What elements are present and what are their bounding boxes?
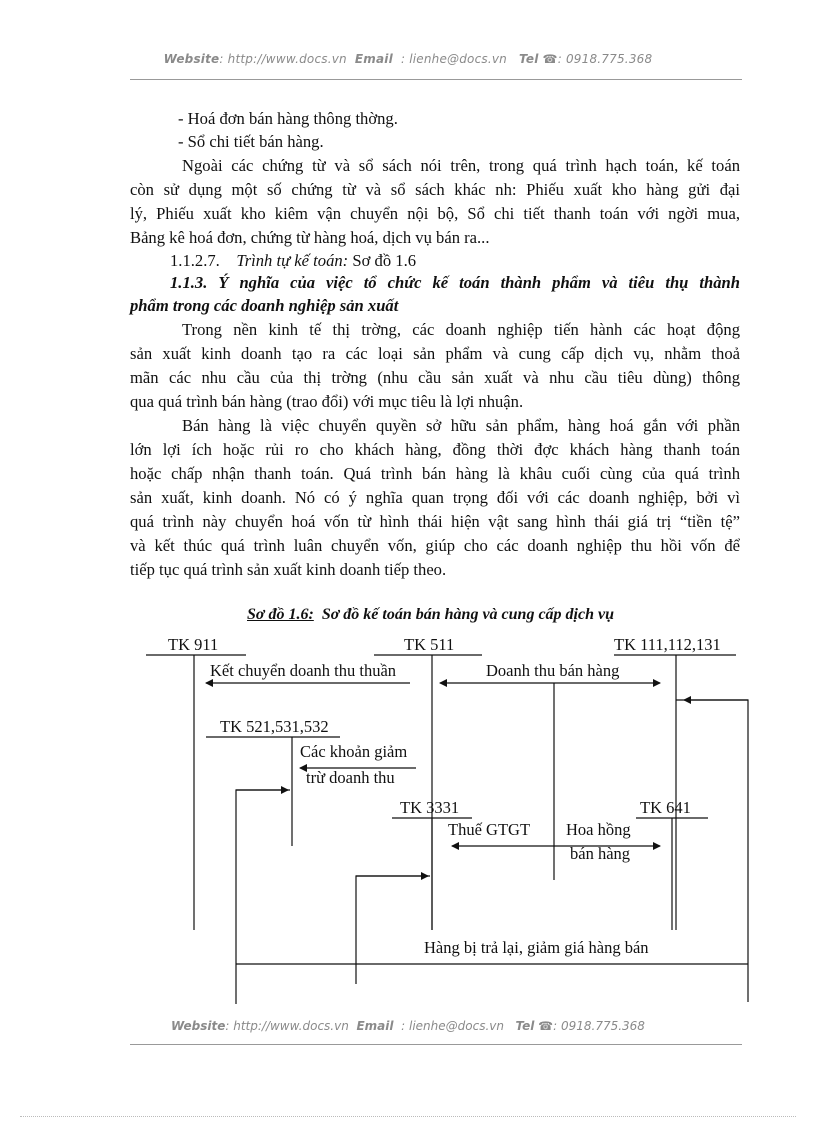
diagram-title-label: Sơ đồ 1.6:	[247, 606, 314, 623]
footer-rule	[130, 1044, 742, 1045]
paragraph-3-line-3: hoặc chấp nhận thanh toán. Quá trình bán hàng là khâu cuối cùng của quá trình	[130, 464, 740, 483]
label-hoa-hong-2: bán hàng	[570, 844, 631, 863]
label-giam-tru-2: trừ doanh thu	[306, 768, 395, 787]
label-tk511: TK 511	[404, 635, 455, 654]
header-email-value: : lienhe@docs.vn	[400, 52, 507, 66]
header-website-value: : http://www.docs.vn	[219, 52, 347, 66]
footer-tel-label: Tel	[515, 1019, 535, 1033]
heading-line-2: phẩm trong các doanh nghiệp sản xuất	[130, 296, 399, 315]
label-hoa-hong-1: Hoa hồng	[566, 820, 631, 839]
paragraph-1-line-1: Ngoài các chứng từ và sổ sách nói trên, trong quá trình hạch toán, kế toán	[182, 156, 740, 175]
paragraph-3-line-5: quá trình này chuyển hoá vốn từ hình thái hiện vật sang hình thái giá trị “tiền tệ”	[130, 512, 740, 531]
footer-email-value: : lienhe@docs.vn	[401, 1019, 504, 1033]
paragraph-1-line-2: còn sử dụng một số chứng từ và sổ sách khác nh: Phiếu xuất kho hàng gửi đại	[130, 180, 740, 199]
section-number: 1.1.2.7.	[170, 251, 220, 270]
footer-website-label: Website	[171, 1019, 226, 1033]
paragraph-1-line-4: Bảng kê hoá đơn, chứng từ hàng hoá, dịch vụ bán ra...	[130, 228, 490, 247]
paragraph-3-line-7: tiếp tục quá trình sản xuất kinh doanh tiếp theo.	[130, 560, 447, 579]
section-ref: Sơ đồ 1.6	[352, 251, 417, 270]
paragraph-2-line-3: mãn các nhu cầu của thị trờng (nhu cầu sản xuất và nhu cầu tiêu dùng) thông	[130, 368, 740, 387]
label-hang-tra-lai: Hàng bị trả lại, giảm giá hàng bán	[424, 938, 649, 957]
paragraph-2-line-2: sản xuất kinh doanh tạo ra các loại sản phẩm và cung cấp dịch vụ, nhằm thoả	[130, 344, 740, 363]
connector-mid-loop	[356, 876, 430, 984]
label-tk521: TK 521,531,532	[220, 717, 329, 736]
diagram-title-text: Sơ đồ kế toán bán hàng và cung cấp dịch vụ	[321, 606, 614, 623]
paragraph-3-line-4: sản xuất, kinh doanh. Nó có ý nghĩa quan trọng đối với các doanh nghiệp, bởi vì	[130, 488, 740, 507]
bullet-line-1: - Hoá đơn bán hàng thông thờng.	[178, 109, 398, 128]
section-title: Trình tự kế toán:	[236, 251, 349, 270]
page-bottom-dotted-line	[20, 1116, 796, 1117]
label-tk3331: TK 3331	[400, 798, 460, 817]
paragraph-2-line-1: Trong nền kinh tế thị trờng, các doanh nghiệp tiến hành các hoạt động	[182, 320, 740, 339]
bullet-line-2: - Sổ chi tiết bán hàng.	[178, 132, 324, 151]
paragraph-2-line-4: qua quá trình bán hàng (trao đổi) với mục tiêu là lợi nhuận.	[130, 392, 524, 411]
connector-left-loop	[236, 790, 290, 1004]
heading-line-1: 1.1.3. Ý nghĩa của việc tổ chức kế toán thành phẩm và tiêu thụ thành	[170, 273, 740, 292]
label-tk111: TK 111,112,131	[614, 635, 721, 654]
footer-website-value: : http://www.docs.vn	[225, 1019, 349, 1033]
label-tk641: TK 641	[640, 798, 691, 817]
paragraph-1-line-3: lý, Phiếu xuất kho kiêm vận chuyển nội bộ, Sổ chi tiết thanh toán với ngời mua,	[130, 204, 740, 223]
label-tk911: TK 911	[168, 635, 219, 654]
paragraph-3-line-1: Bán hàng là việc chuyển quyền sở hữu sản phẩm, hàng hoá gắn với phần	[182, 416, 740, 435]
label-giam-tru-1: Các khoản giảm	[300, 742, 408, 761]
header-tel-value: ☎: 0918.775.368	[542, 52, 653, 66]
header-tel-label: Tel	[519, 52, 539, 66]
paragraph-3-line-2: lớn lợi ích hoặc rủi ro cho khách hàng, đồng thời đợc khách hàng thanh toán	[130, 440, 740, 459]
label-doanh-thu: Doanh thu bán hàng	[486, 661, 620, 680]
header-email-label: Email	[354, 52, 393, 66]
page-footer	[0, 1019, 816, 1033]
connector-right-loop	[676, 700, 748, 1002]
header-website-label: Website	[163, 52, 220, 66]
footer-email-label: Email	[356, 1019, 394, 1033]
paragraph-3-line-6: và kết thúc quá trình luân chuyển vốn, giúp cho các doanh nghiệp thu hồi vốn để	[130, 536, 740, 555]
label-ket-chuyen: Kết chuyển doanh thu thuần	[210, 661, 397, 680]
footer-tel-value: ☎: 0918.775.368	[538, 1019, 645, 1033]
label-thue: Thuế GTGT	[448, 820, 531, 839]
